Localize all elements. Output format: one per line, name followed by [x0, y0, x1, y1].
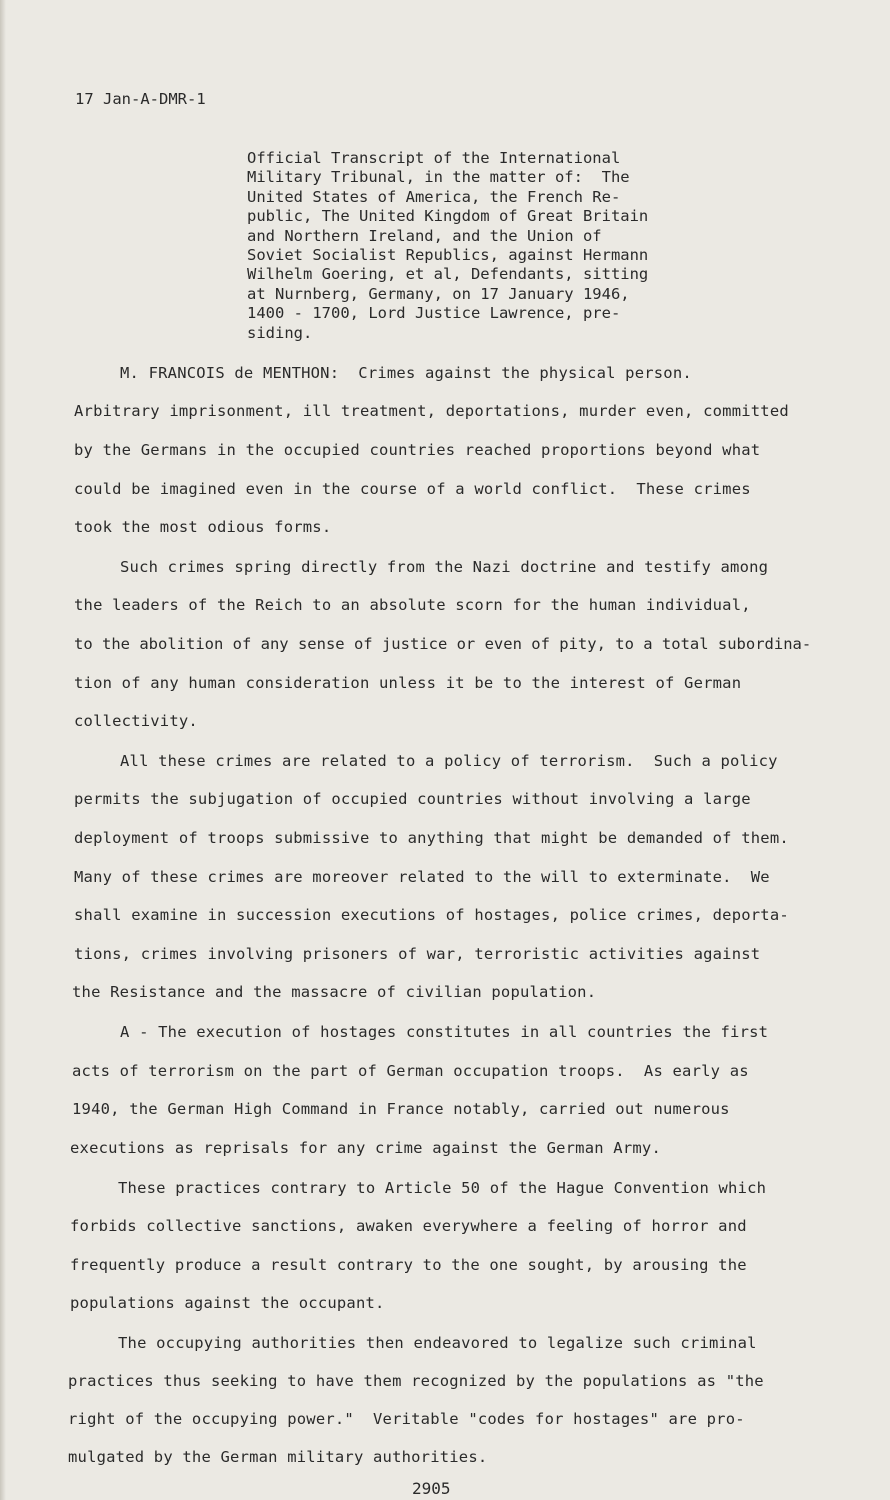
- body-line: executions as reprisals for any crime against the German Army.: [70, 1139, 661, 1157]
- transcript-caption: [247, 149, 687, 343]
- body-line: Arbitrary imprisonment, ill treatment, deportations, murder even, committed: [74, 402, 789, 420]
- body-line: Such crimes spring directly from the Nazi doctrine and testify among: [120, 558, 769, 576]
- body-line: by the Germans in the occupied countries reached proportions beyond what: [74, 441, 761, 459]
- body-line: shall examine in succession executions of hostages, police crimes, deporta-: [74, 906, 789, 924]
- body-line: A - The execution of hostages constitutes in all countries the first: [120, 1023, 769, 1041]
- caption-line: United States of America, the French Re-: [247, 187, 621, 206]
- body-line: mulgated by the German military authorities.: [68, 1448, 488, 1466]
- body-line: 1940, the German High Command in France notably, carried out numerous: [72, 1100, 730, 1118]
- body-line: practices thus seeking to have them recognized by the populations as "the: [68, 1372, 764, 1390]
- body-line: collectivity.: [74, 712, 198, 730]
- page-number: 2905: [412, 1479, 451, 1498]
- page-edge: [0, 0, 6, 1500]
- caption-line: siding.: [247, 323, 313, 342]
- caption-line: Wilhelm Goering, et al, Defendants, sitting: [247, 265, 649, 284]
- caption-line: 1400 - 1700, Lord Justice Lawrence, pre-: [247, 304, 621, 323]
- body-line: could be imagined even in the course of a world conflict. These crimes: [74, 480, 751, 498]
- body-line: These practices contrary to Article 50 of the Hague Convention which: [118, 1179, 767, 1197]
- body-line: tion of any human consideration unless it be to the interest of German: [74, 674, 742, 692]
- body-line: tions, crimes involving prisoners of war, terroristic activities against: [74, 945, 761, 963]
- caption-line: at Nurnberg, Germany, on 17 January 1946,: [247, 284, 630, 303]
- body-line: frequently produce a result contrary to the one sought, by arousing the: [70, 1256, 747, 1274]
- body-line: M. FRANCOIS de MENTHON: Crimes against the physical person.: [120, 364, 692, 382]
- body-line: forbids collective sanctions, awaken everywhere a feeling of horror and: [70, 1217, 747, 1235]
- body-line: permits the subjugation of occupied countries without involving a large: [74, 790, 751, 808]
- caption-line: and Northern Ireland, and the Union of: [247, 226, 602, 245]
- body-line: the Resistance and the massacre of civilian population.: [72, 983, 597, 1001]
- caption-line: public, The United Kingdom of Great Britain: [247, 207, 649, 226]
- caption-line: Soviet Socialist Republics, against Hermann: [247, 245, 649, 264]
- body-line: deployment of troops submissive to anything that might be demanded of them.: [74, 829, 789, 847]
- body-line: acts of terrorism on the part of German occupation troops. As early as: [72, 1062, 749, 1080]
- body-line: to the abolition of any sense of justice or even of pity, to a total subordina-: [74, 635, 812, 653]
- body-line: The occupying authorities then endeavored to legalize such criminal: [118, 1334, 757, 1352]
- caption-line: Military Tribunal, in the matter of: The: [247, 168, 630, 187]
- caption-line: Official Transcript of the International: [247, 149, 621, 167]
- body-line: the leaders of the Reich to an absolute scorn for the human individual,: [74, 596, 751, 614]
- body-line: populations against the occupant.: [70, 1294, 385, 1312]
- body-line: took the most odious forms.: [74, 518, 332, 536]
- body-line: right of the occupying power." Veritable "codes for hostages" are pro-: [68, 1410, 745, 1428]
- body-line: All these crimes are related to a policy of terrorism. Such a policy: [120, 752, 778, 770]
- document-id: 17 Jan-A-DMR-1: [75, 90, 206, 108]
- body-line: Many of these crimes are moreover related to the will to exterminate. We: [74, 868, 770, 886]
